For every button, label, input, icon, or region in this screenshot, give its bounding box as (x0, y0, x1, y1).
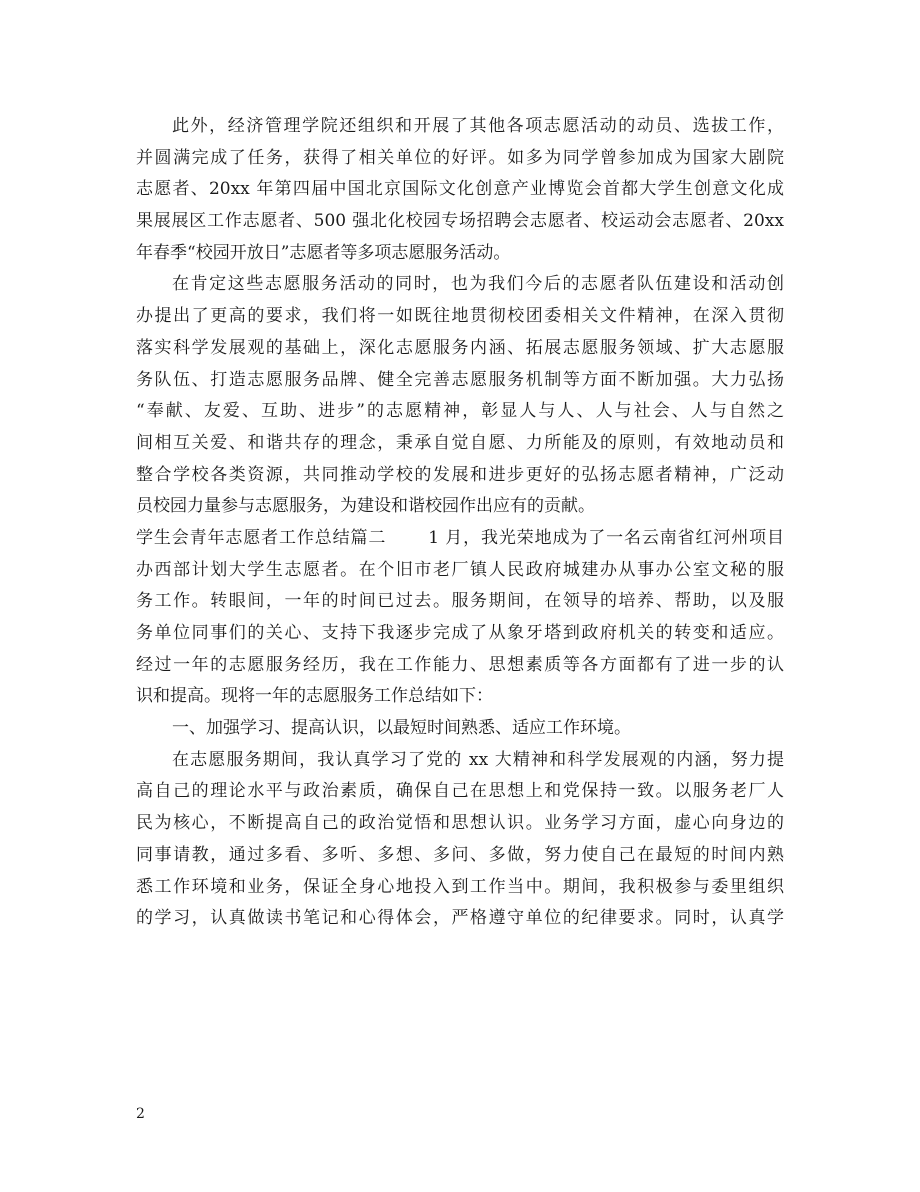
text-line: 并圆满完成了任务，获得了相关单位的好评。如多为同学曾参加成为国家大剧院 (136, 147, 784, 168)
text-line: 的学习，认真做读书笔记和心得体会，严格遵守单位的纪律要求。同时，认真学 (136, 908, 784, 929)
text-line: 识和提高。现将一年的志愿服务工作总结如下： (136, 686, 493, 707)
text-line: 民为核心，不断提高自己的政治觉悟和思想认识。业务学习方面，虚心向身边的 (136, 813, 784, 834)
text-line: 员校园力量参与志愿服务，为建设和谐校园作出应有的贡献。 (136, 496, 595, 517)
page-number: 2 (136, 1106, 145, 1122)
text-line: 同事请教，通过多看、多听、多想、多问、多做，努力使自己在最短的时间内熟 (136, 844, 784, 865)
text-line: 悉工作环境和业务，保证全身心地投入到工作当中。期间，我积极参与委里组织 (136, 876, 784, 897)
text-line: 志愿者、20xx 年第四届中国北京国际文化创意产业博览会首都大学生创意文化成 (136, 179, 784, 200)
text-line: “奉献、友爱、互助、进步”的志愿精神，彰显人与人、人与社会、人与自然之 (136, 401, 784, 422)
text-line: 年春季“校园开放日”志愿者等多项志愿服务活动。 (136, 242, 511, 263)
text-line: 此外，经济管理学院还组织和开展了其他各项志愿活动的动员、选拔工作， (172, 116, 784, 136)
text-line: 落实科学发展观的基础上，深化志愿服务内涵、拓展志愿服务领域、扩大志愿服 (136, 337, 784, 358)
text-line: 办提出了更高的要求，我们将一如既往地贯彻校团委相关文件精神，在深入贯彻 (136, 306, 784, 327)
text-line: 办西部计划大学生志愿者。在个旧市老厂镇人民政府城建办从事办公室文秘的服 (136, 559, 784, 580)
text-line: 整合学校各类资源，共同推动学校的发展和进步更好的弘扬志愿者精神，广泛动 (136, 464, 784, 485)
document-body (136, 111, 784, 935)
text-line: 果展展区工作志愿者、500 强北化校园专场招聘会志愿者、校运动会志愿者、20xx (136, 211, 784, 232)
text-line: 间相互关爱、和谐共存的理念，秉承自觉自愿、力所能及的原则，有效地动员和 (136, 432, 784, 453)
text-line: 务工作。转眼间，一年的时间已过去。服务期间，在领导的培养、帮助，以及服 (136, 591, 784, 612)
text-line: 务单位同事们的关心、支持下我逐步完成了从象牙塔到政府机关的转变和适应。 (136, 623, 784, 643)
text-line: 在肯定这些志愿服务活动的同时，也为我们今后的志愿者队伍建设和活动创 (172, 274, 784, 295)
text-line: 学生会青年志愿者工作总结篇二 1 月，我光荣地成为了一名云南省红河州项目 (136, 527, 784, 548)
text-line: 在志愿服务期间，我认真学习了党的 xx 大精神和科学发展观的内涵，努力提 (172, 749, 784, 770)
text-line: 高自己的理论水平与政治素质，确保自己在思想上和党保持一致。以服务老厂人 (136, 781, 784, 802)
text-line: 一、加强学习、提高认识，以最短时间熟悉、适应工作环境。 (172, 718, 631, 739)
text-line: 经过一年的志愿服务经历，我在工作能力、思想素质等各方面都有了进一步的认 (136, 654, 784, 675)
text-line: 务队伍、打造志愿服务品牌、健全完善志愿服务机制等方面不断加强。大力弘扬 (136, 369, 784, 390)
